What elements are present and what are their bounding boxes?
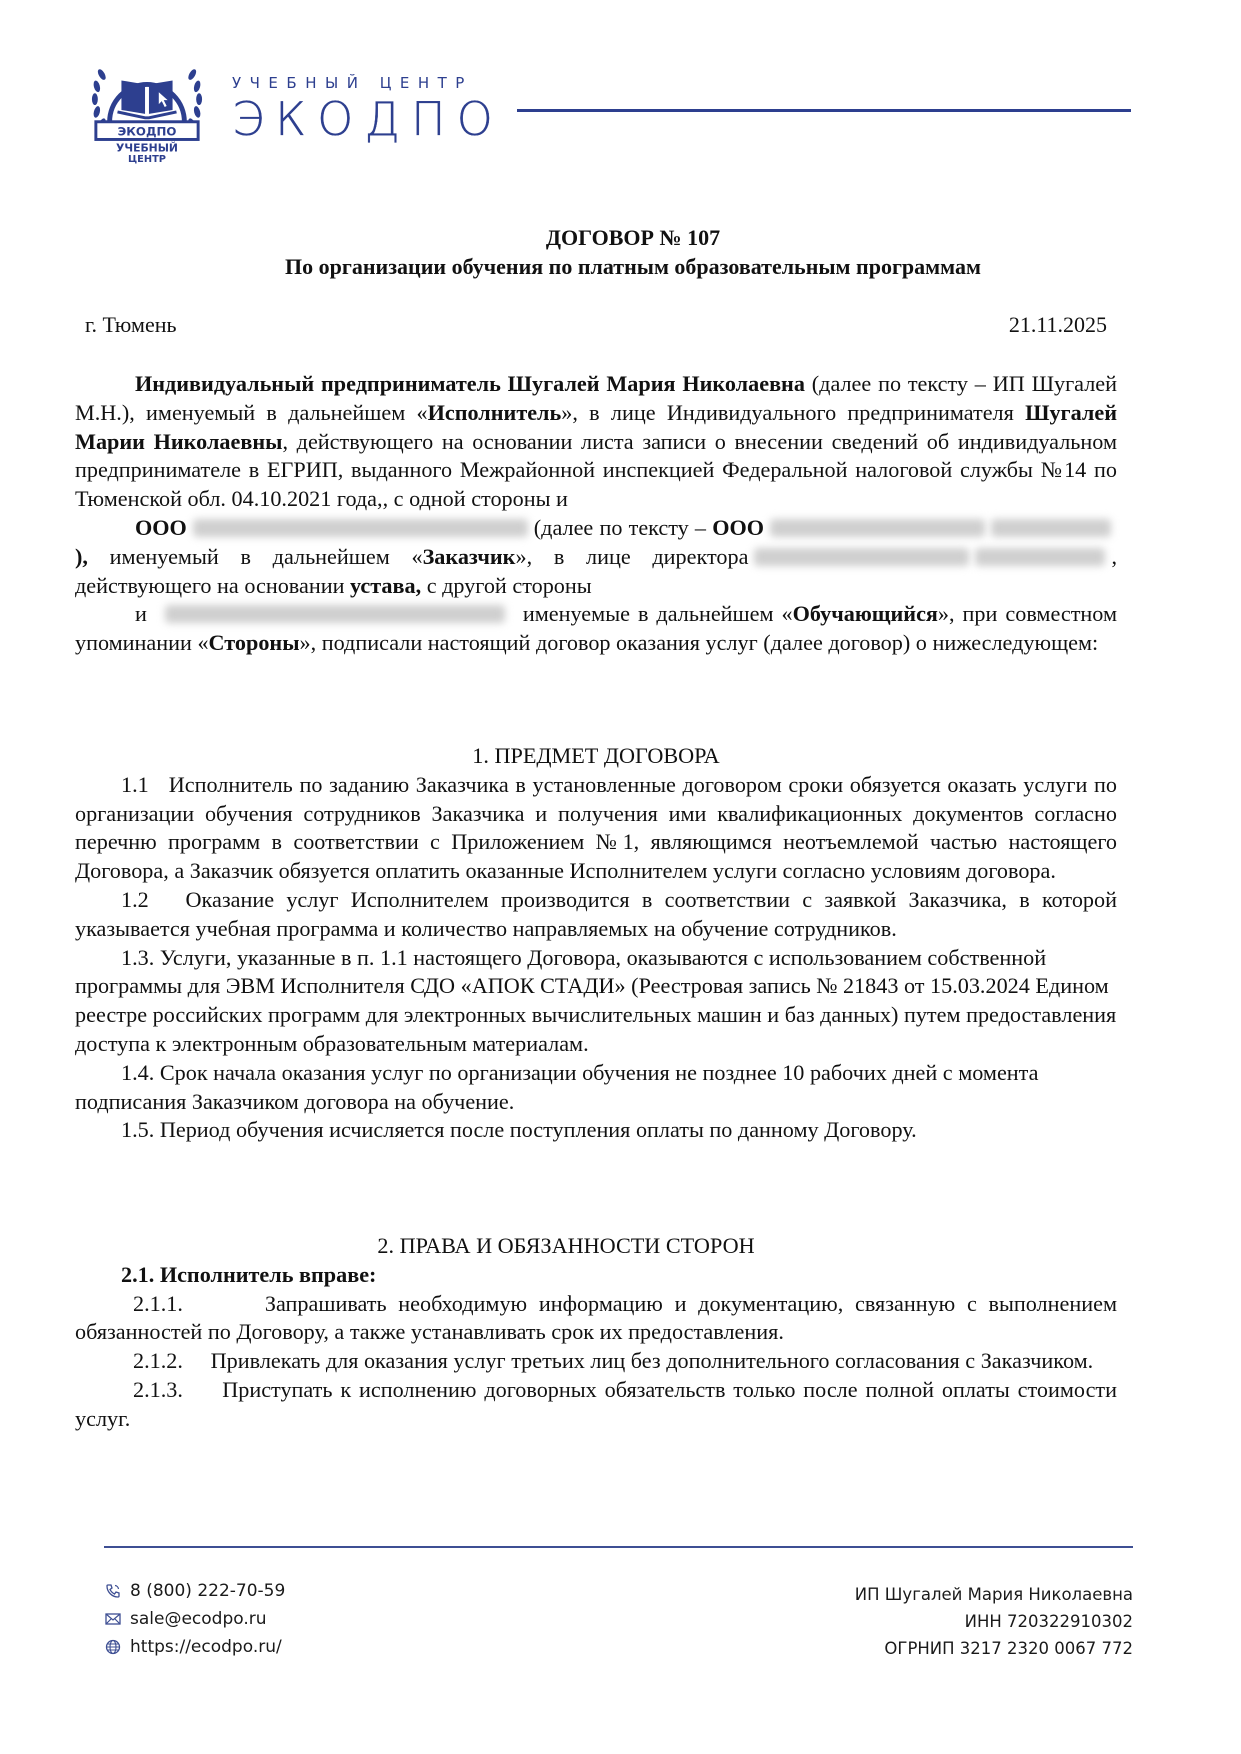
globe-icon: [104, 1638, 122, 1656]
customer-org-form-short: ООО: [712, 514, 764, 540]
intro-paragraph-executor: [75, 370, 1117, 514]
text-fragment: именуемый в дальнейшем «: [87, 543, 423, 569]
section-rights: [75, 1232, 1117, 1434]
clause-1-4: 1.4. Срок начала оказания услуг по организации обучения не позднее 10 рабочих дней с момента подписания Заказчиком договора на обучение.: [75, 1059, 1039, 1114]
document-subtitle: По организации обучения по платным образовательным программам: [285, 254, 981, 279]
contact-website[interactable]: [104, 1633, 285, 1661]
intro-paragraph-student: [75, 600, 1117, 658]
inn: ИНН 720322910302: [964, 1612, 1133, 1631]
brand-name: ЭКОДПО: [232, 92, 504, 146]
header-divider: [517, 109, 1131, 112]
clause-2-1-2: 2.1.2. Привлекать для оказания услуг третьих лиц без дополнительного согласования с Заказчиком.: [133, 1348, 1094, 1374]
email-link: sale@ecodpo.ru: [130, 1609, 267, 1629]
intro-paragraph-customer: [75, 514, 1117, 600]
clause-2-1-3: 2.1.3. Приступать к исполнению договорных обязательств только после полной оплаты стоимости услуг.: [75, 1376, 1117, 1431]
redacted-student-name: [165, 605, 505, 623]
contact-phone[interactable]: [104, 1577, 285, 1605]
text-fragment: (далее по тексту – ИП Шугалей М.Н.), именуемый в дальнейшем «: [75, 371, 1118, 425]
customer-role: Заказчик: [422, 543, 516, 569]
parties-intro: [75, 370, 1117, 658]
emblem-bottom-line1: УЧЕБНЫЙ: [116, 141, 178, 155]
clause-2-1-1: 2.1.1. Запрашивать необходимую информацию и документацию, связанную с выполнением обязанностей по Договору, а также устанавливать срок их предоставления.: [75, 1290, 1117, 1345]
text-fragment: , действующего на основании: [75, 543, 1117, 598]
redacted-customer-company-name: [193, 519, 528, 537]
clause-1-3: 1.3. Услуги, указанные в п. 1.1 настоящего Договора, оказываются с использованием собственной программы для ЭВМ Исполнителя СДО «АПОК СТАДИ» (Реестровая запись № 21843 от 15.03.2024 Едином реестре российских программ для электронных вычислительных машин и баз данных) путем предоставления доступа к электронным образовательным материалам.: [75, 944, 1117, 1056]
executor-full-name: Индивидуальный предприниматель Шугалей Мария Николаевна: [135, 371, 805, 396]
text-fragment: », подписали настоящий договор оказания услуг (далее договор) о нижеследующем:: [299, 630, 1099, 656]
customer-org-form: ООО: [135, 514, 187, 540]
clause-1-1: 1.1 Исполнитель по заданию Заказчика в установленные договором сроки обязуется оказать услуги по организации обучения сотрудников Заказчика и получения ими квалификационных документов согласно перечню программ в соответствии с Приложением №1, являющимся неотъемлемой частью настоящего Договора, а Заказчик обязуется оплатить оказанные Исполнителем услуги согласно условиям договора.: [75, 771, 1117, 884]
document-title: ДОГОВОР № 107: [545, 225, 721, 250]
redacted-customer-company-short-name-cont: [991, 519, 1111, 537]
phone-number: 8 (800) 222-70-59: [130, 1581, 286, 1601]
clause-1-2: 1.2 Оказание услуг Исполнителем производится в соответствии с заявкой Заказчика, в которой указывается учебная программа и количество направляемых на обучение сотрудников.: [75, 886, 1117, 941]
footer-requisites: [855, 1581, 1133, 1662]
redacted-director-name-cont: [975, 548, 1105, 566]
document-city: г. Тюмень: [85, 312, 177, 337]
clause-1-5: 1.5. Период обучения исчисляется после поступления оплаты по данному Договору.: [121, 1117, 917, 1143]
emblem-bottom-line2: ЦЕНТР: [128, 154, 166, 164]
document-date: 21.11.2025: [1008, 312, 1107, 337]
redacted-director-name: [754, 548, 969, 566]
section-title: 1. ПРЕДМЕТ ДОГОВОРА: [472, 743, 720, 768]
ogrnip: ОГРНИП 3217 2320 0067 772: [884, 1639, 1133, 1658]
customer-basis: устава,: [350, 572, 422, 598]
text-fragment: », в лице директора: [515, 543, 749, 569]
footer-contacts: [104, 1577, 285, 1661]
student-role: Обучающийся: [792, 601, 938, 627]
brand-wordmark: [232, 74, 504, 144]
executor-role: Исполнитель: [427, 399, 562, 425]
text-fragment: », при совместном упоминании «: [75, 601, 1118, 656]
logo-emblem: [88, 52, 206, 164]
brand-subtitle: УЧЕБНЫЙ ЦЕНТР: [232, 74, 473, 92]
text-fragment: ),: [75, 543, 88, 569]
subsection-heading: 2.1. Исполнитель вправе:: [121, 1261, 377, 1287]
text-fragment: именуемые в дальнейшем «: [522, 601, 793, 627]
company-name: ИП Шугалей Мария Николаевна: [854, 1585, 1133, 1604]
section-subject: [75, 742, 1117, 1145]
text-fragment: и: [135, 601, 147, 627]
website-link: https://ecodpo.ru/: [130, 1637, 282, 1657]
redacted-customer-company-short-name: [770, 519, 985, 537]
text-fragment: с другой стороны: [421, 572, 592, 598]
parties-term: Стороны: [208, 630, 300, 656]
emblem-top-text: ЭКОДПО: [117, 124, 177, 139]
text-fragment: , действующего на основании листа записи о внесении сведений об индивидуальном предпринимателе в ЕГРИП, выданного Межрайонной инспекцией Федеральной налоговой службы №14 по Тюменской обл. 04.10.2021 года,, с одной стороны и: [75, 428, 1117, 512]
footer-divider: [104, 1546, 1133, 1548]
contact-email[interactable]: [104, 1605, 285, 1633]
executor-name-genitive: Шугалей Марии Николаевны: [75, 399, 1117, 454]
text-fragment: », в лице Индивидуального предпринимателя: [561, 399, 1026, 425]
section-title: 2. ПРАВА И ОБЯЗАННОСТИ СТОРОН: [377, 1233, 755, 1258]
phone-icon: [104, 1582, 122, 1600]
mail-icon: [104, 1610, 122, 1628]
text-fragment: (далее по тексту –: [533, 514, 713, 540]
